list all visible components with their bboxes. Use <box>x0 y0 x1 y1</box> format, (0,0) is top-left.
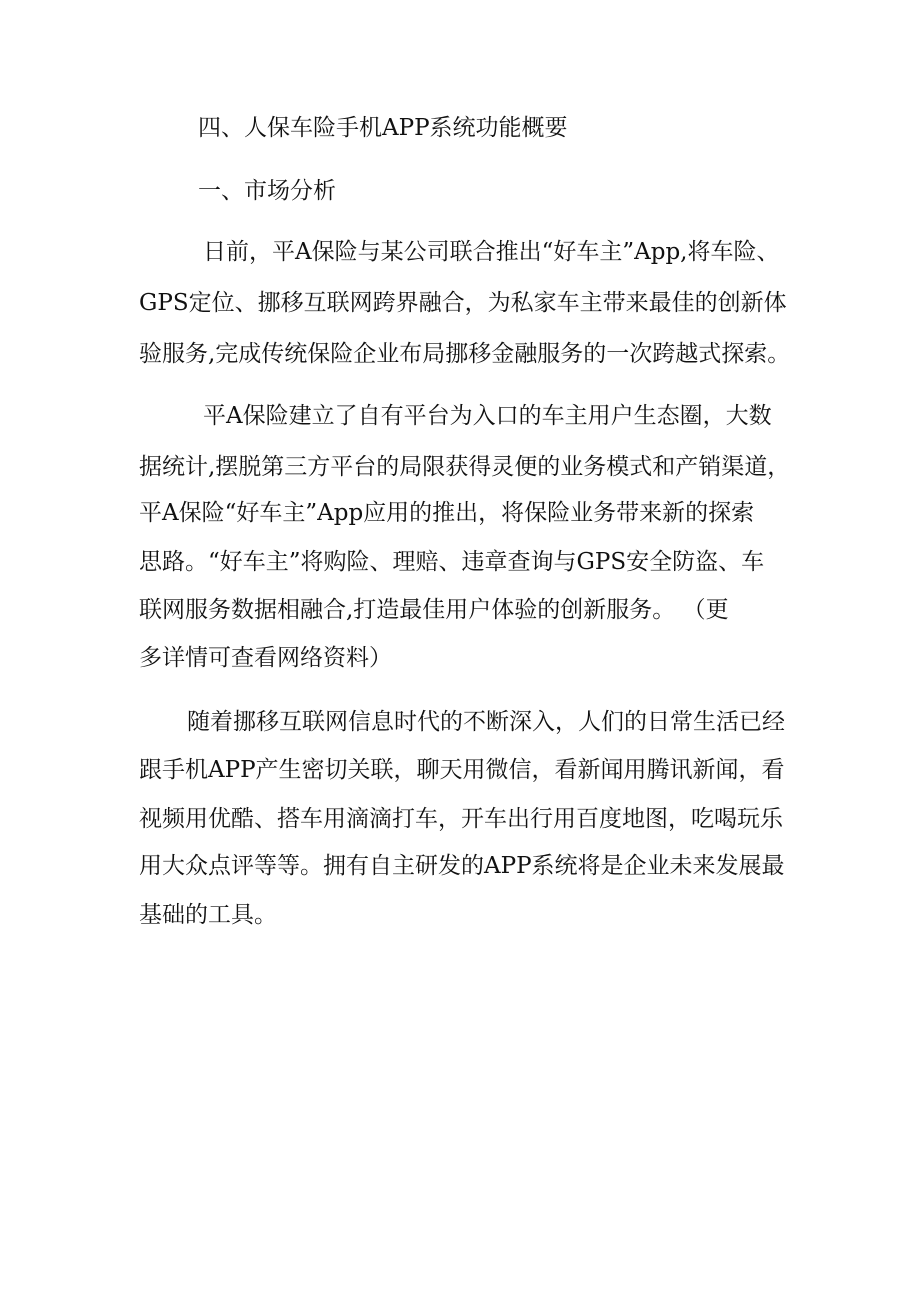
paragraph-2-line-5: 联网服务数据相融合,打造最佳用户体验的创新服务。 （更 <box>139 597 729 623</box>
section-heading: 四、人保车险手机APP系统功能概要 <box>198 115 568 141</box>
paragraph-1-line-1: 日前，平A保险与某公司联合推出“好车主”App,将车险、 <box>203 239 780 265</box>
paragraph-2-line-6: 多详情可查看网络资料） <box>139 645 392 671</box>
paragraph-2-line-2: 据统计,摆脱第三方平台的局限获得灵便的业务模式和产销渠道， <box>139 454 791 480</box>
paragraph-2-line-1: 平A保险建立了自有平台为入口的车主用户生态圈，大数 <box>203 403 772 429</box>
paragraph-2-line-4: 思路。“好车主”将购险、理赔、违章查询与GPS安全防盗、车 <box>139 549 765 575</box>
paragraph-3-line-1: 随着挪移互联网信息时代的不断深入，人们的日常生活已经 <box>187 709 785 735</box>
paragraph-1-line-3: 验服务,完成传统保险企业布局挪移金融服务的一次跨越式探索。 <box>139 341 791 367</box>
paragraph-3-line-5: 基础的工具。 <box>139 902 277 928</box>
subsection-heading: 一、市场分析 <box>198 178 336 204</box>
paragraph-3-line-4: 用大众点评等等。拥有自主研发的APP系统将是企业未来发展最 <box>139 853 785 879</box>
paragraph-3-line-2: 跟手机APP产生密切关联，聊天用微信，看新闻用腾讯新闻，看 <box>139 757 785 783</box>
paragraph-3-line-3: 视频用优酷、搭车用滴滴打车，开车出行用百度地图，吃喝玩乐 <box>139 806 783 832</box>
paragraph-1-line-2: GPS定位、挪移互联网跨界融合，为私家车主带来最佳的创新体 <box>139 290 787 316</box>
paragraph-2-line-3: 平A保险“好车主”App应用的推出，将保险业务带来新的探索 <box>139 500 755 526</box>
